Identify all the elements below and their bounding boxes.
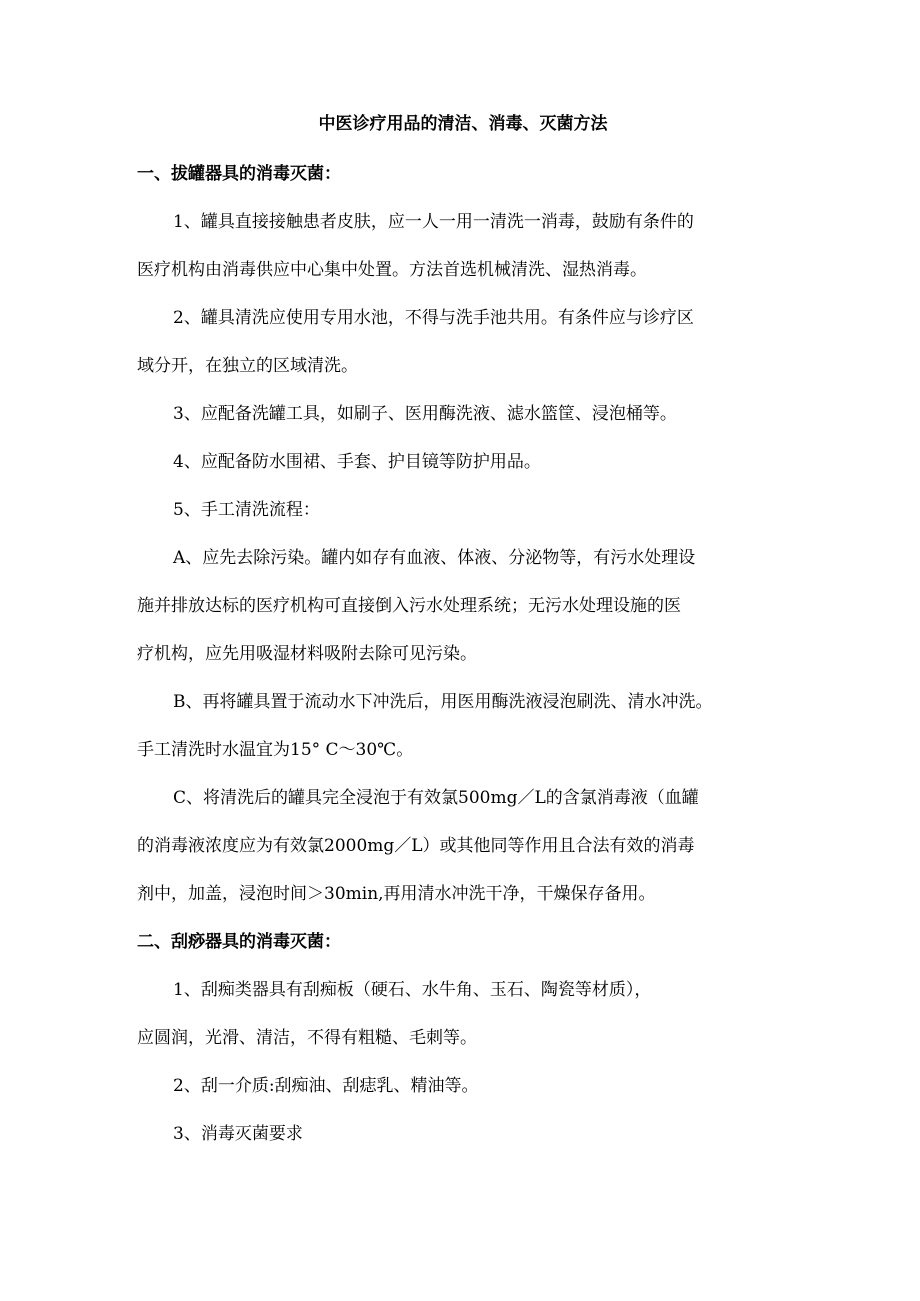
paragraph [137, 306, 789, 378]
paragraph [137, 690, 789, 762]
paragraph [137, 978, 789, 1050]
spacer [137, 474, 789, 498]
paragraph [137, 1074, 789, 1098]
document-body [137, 162, 789, 1170]
paragraph-line: 3、消毒灭菌要求 [173, 1124, 303, 1144]
section-heading: 二、刮痧器具的消毒灭菌： [137, 932, 341, 952]
paragraph-line: 5、手工清洗流程： [173, 500, 320, 520]
paragraph-line: 1、刮痴类器具有刮痴板（硬石、水牛角、玉石、陶瓷等材质）， [173, 980, 652, 1000]
paragraph-line: 4、应配备防水围裙、手套、护目镜等防护用品。 [173, 452, 541, 472]
document-title: 中医诊疗用品的清洁、消毒、灭菌方法 [318, 114, 608, 134]
spacer [137, 666, 789, 690]
spacer [137, 186, 789, 210]
paragraph-line: 手工清洗时水温宜为15° C～30℃。 [137, 740, 414, 760]
paragraph-line: 施并排放达标的医疗机构可直接倒入污水处理系统；无污水处理设施的医 [137, 596, 681, 616]
spacer [137, 906, 789, 930]
spacer [137, 282, 789, 306]
paragraph-line: B、再将罐具置于流动水下冲洗后，用医用酶洗液浸泡刷洗、清水冲洗。 [173, 692, 713, 712]
paragraph [137, 1122, 789, 1146]
spacer [137, 426, 789, 450]
paragraph-line: 疗机构，应先用吸湿材料吸附去除可见污染。 [137, 644, 477, 664]
paragraph [137, 786, 789, 906]
spacer [137, 522, 789, 546]
paragraph-line: 医疗机构由消毒供应中心集中处置。方法首选机械清洗、湿热消毒。 [137, 260, 647, 280]
section-heading: 一、拔罐器具的消毒灭菌： [137, 164, 341, 184]
paragraph-line: 的消毒液浓度应为有效氯2000mg／L）或其他同等作用且合法有效的消毒 [137, 836, 695, 856]
spacer [137, 378, 789, 402]
spacer [137, 762, 789, 786]
spacer [137, 1098, 789, 1122]
paragraph-line: 域分开，在独立的区域清洗。 [137, 356, 358, 376]
spacer [137, 1146, 789, 1170]
paragraph [137, 210, 789, 282]
paragraph-line: 2、刮一介质:刮痴油、刮痣乳、精油等。 [173, 1076, 479, 1096]
document-page [137, 112, 789, 1170]
paragraph [137, 450, 789, 474]
paragraph-line: 剂中，加盖，浸泡时间＞30min,再用清水冲洗干净，干燥保存备用。 [137, 884, 656, 904]
paragraph-line: 2、罐具清洗应使用专用水池，不得与洗手池共用。有条件应与诊疗区 [173, 308, 694, 328]
paragraph-line: C、将清洗后的罐具完全浸泡于有效氯500mg／L的含氯消毒液（血罐 [173, 788, 699, 808]
paragraph [137, 498, 789, 522]
paragraph [137, 546, 789, 666]
paragraph-line: 3、应配备洗罐工具，如刷子、医用酶洗液、滤水篮筐、浸泡桶等。 [173, 404, 677, 424]
paragraph-line: A、应先去除污染。罐内如存有血液、体液、分泌物等，有污水处理设 [173, 548, 696, 568]
spacer [137, 954, 789, 978]
paragraph-line: 应圆润，光滑、清洁，不得有粗糙、毛刺等。 [137, 1028, 477, 1048]
spacer [137, 1050, 789, 1074]
paragraph [137, 402, 789, 426]
paragraph-line: 1、罐具直接接触患者皮肤，应一人一用一清洗一消毒，鼓励有条件的 [173, 212, 694, 232]
